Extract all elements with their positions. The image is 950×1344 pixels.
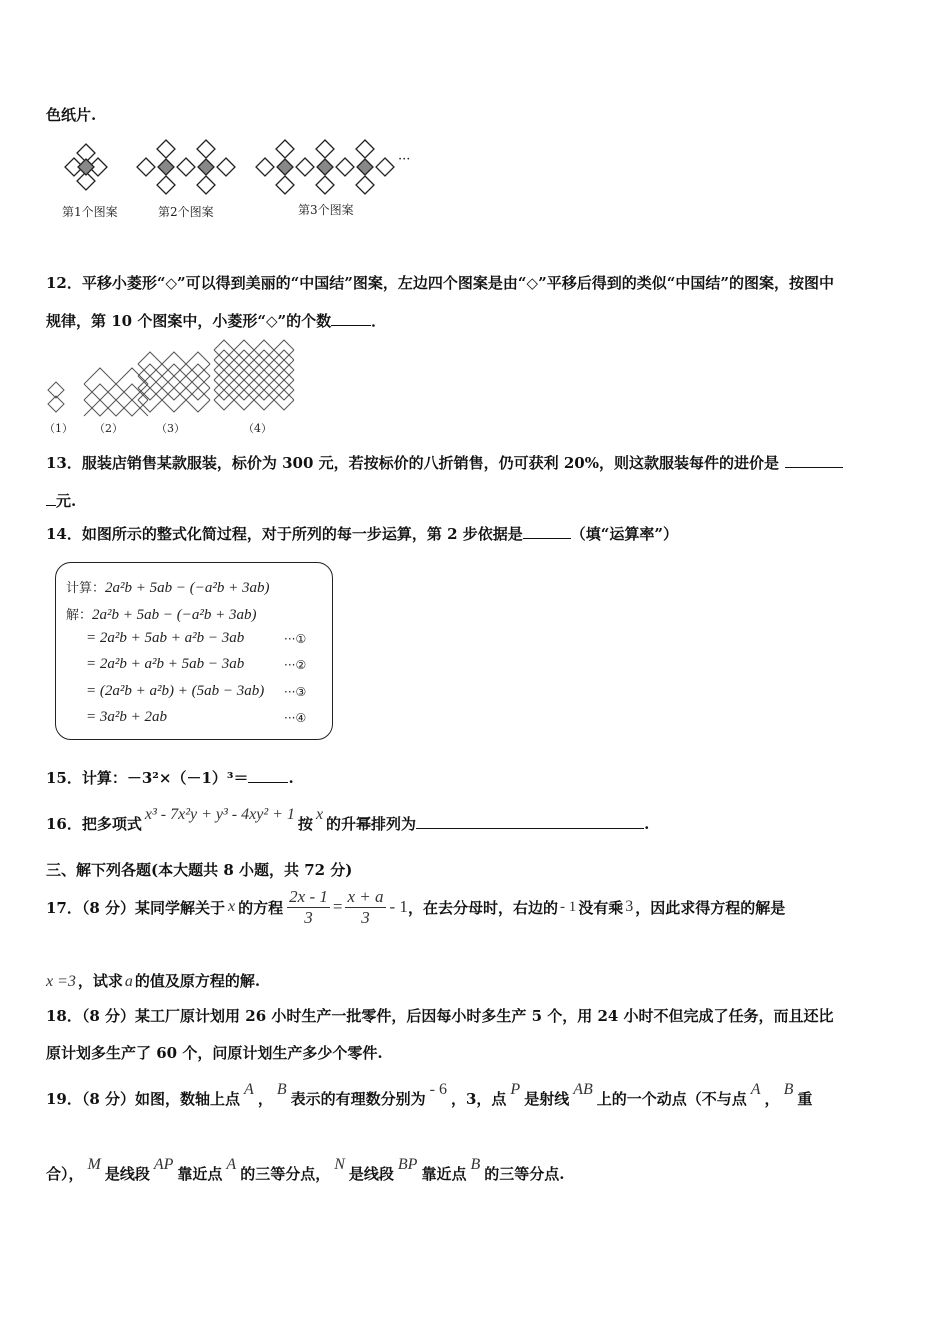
q17-rhs-denominator: 3	[361, 907, 370, 927]
q13-answer-blank-cont[interactable]	[46, 491, 56, 506]
q19-l2-t4: 的三等分点，	[240, 1165, 331, 1183]
q19-l2-t7: 的三等分点.	[484, 1165, 565, 1183]
q17-three: 3	[625, 898, 634, 915]
lattice-label-4: （4）	[243, 422, 272, 435]
q17-text-a: 17．（8 分）某同学解关于	[46, 898, 226, 917]
q13-line2	[46, 490, 76, 511]
q14-text: 14．如图所示的整式化简过程，对于所列的每一步运算，第 2 步依据是	[46, 525, 523, 543]
q15-text: 15．计算：－3²×（－1）³＝	[46, 769, 249, 787]
q19-point-m: M	[87, 1156, 101, 1173]
q17-lhs-fraction	[287, 887, 330, 928]
q17-rhs-numerator: x + a	[347, 886, 384, 906]
q17-var-a: a	[124, 973, 133, 990]
q17-lhs-denominator: 3	[304, 907, 313, 927]
knot-pattern-2	[137, 140, 235, 194]
lattice-label-2: （2）	[94, 422, 123, 435]
q12-line2-end: ．	[371, 312, 387, 330]
q16-answer-blank[interactable]	[416, 814, 644, 829]
q17-var-x: x	[228, 898, 236, 915]
caption-pattern-2: 第2个图案	[158, 205, 214, 219]
knot-pattern-1	[65, 144, 107, 190]
step-3-marker: ···③	[284, 685, 307, 699]
q19-t3: ，3，点	[450, 1090, 507, 1108]
q19-t2: 表示的有理数分别为	[290, 1090, 426, 1108]
calc-row	[66, 577, 270, 597]
q19-t1: 19．（8 分）如图，数轴上点	[46, 1090, 241, 1108]
q12-line1: 12．平移小菱形“◇”可以得到美丽的“中国结”图案，左边四个图案是由“◇”平移后得到的类似“中国结”的图案，按图中	[46, 274, 834, 292]
q19-l2-t6: 靠近点	[421, 1165, 467, 1183]
q19-point-p: P	[510, 1081, 521, 1098]
caption-pattern-3: 第3个图案	[298, 203, 354, 217]
calc-label: 计算：	[66, 581, 106, 596]
q17-lhs-numerator: 2x - 1	[289, 886, 328, 906]
q17-text-d: 没有乘	[578, 898, 624, 917]
section-3-heading: 三、解下列各题(本大题共 8 小题，共 72 分)	[46, 861, 353, 879]
step-3-expression: = (2a²b + a²b) + (5ab − 3ab)	[86, 683, 265, 699]
q17-line2	[46, 970, 260, 991]
q17-text-c: ，在去分母时，右边的	[407, 898, 558, 917]
q16-text-b: 按	[297, 815, 313, 833]
q13-line1-text: 13．服装店销售某款服装，标价为 300 元，若按标价的八折销售，仍可获利 20%，则这款服装每件的进价是	[46, 454, 779, 472]
q18-line1: 18．（8 分）某工厂原计划用 26 小时生产一批零件，后因每小时多生产 5 个，用 24 小时不但完成了任务，而且还比	[46, 1007, 834, 1025]
q16-text-a: 16．把多项式	[46, 815, 142, 833]
q17-solution: x =3	[46, 973, 76, 990]
q17-minus-one: - 1	[389, 897, 408, 916]
q19-ray-ab: AB	[573, 1081, 593, 1098]
solve-row	[66, 604, 257, 624]
lattice-label-3: （3）	[156, 422, 185, 435]
q19-point-a2: A	[750, 1081, 761, 1098]
q19-l2-t3: 靠近点	[177, 1165, 223, 1183]
q19-point-n: N	[334, 1156, 345, 1173]
pattern-ellipsis: ···	[398, 152, 411, 167]
step-4-expression: = 3a²b + 2ab	[86, 709, 167, 725]
step-1-expression: = 2a²b + 5ab + a²b − 3ab	[86, 630, 245, 646]
q12-line2-text: 规律，第 10 个图案中，小菱形“◇”的个数	[46, 312, 332, 330]
diamond-lattice-figure	[44, 338, 299, 420]
q13-answer-blank[interactable]	[785, 453, 843, 468]
q19-l2-t5: 是线段	[348, 1165, 394, 1183]
lattice-3	[138, 352, 210, 412]
fragment-text: 色纸片.	[46, 106, 97, 124]
q14-text-end: （填“运算率”）	[570, 525, 679, 543]
q15-answer-blank[interactable]	[248, 768, 288, 783]
q14-answer-blank[interactable]	[523, 524, 571, 539]
q17-neg-one: - 1	[559, 898, 577, 915]
caption-pattern-1: 第1个图案	[62, 205, 118, 219]
q12-answer-blank[interactable]	[331, 311, 371, 326]
q19-line2	[46, 1156, 565, 1184]
q19-l2-t1: 合），	[46, 1165, 84, 1183]
q16-end: .	[644, 815, 650, 833]
q17-rhs-fraction	[345, 887, 385, 928]
q19-line1	[46, 1081, 813, 1109]
q19-t6: 重	[797, 1090, 813, 1108]
calc-expression: 2a²b + 5ab − (−a²b + 3ab)	[105, 580, 270, 596]
q19-point-a3: A	[226, 1156, 237, 1173]
q19-t5: 上的一个动点（不与点	[596, 1090, 747, 1108]
q17-text-e: ，因此求得方程的解是	[635, 898, 786, 917]
q19-neg-six: - 6	[429, 1081, 447, 1098]
step-4-marker: ···④	[284, 711, 307, 725]
lattice-label-1: （1）	[44, 422, 73, 435]
q19-segment-ap: AP	[153, 1156, 174, 1173]
q17-equals: =	[332, 897, 343, 916]
step-2-expression: = 2a²b + a²b + 5ab − 3ab	[86, 656, 245, 672]
solve-expression: 2a²b + 5ab − (−a²b + 3ab)	[92, 607, 257, 623]
q19-segment-bp: BP	[397, 1156, 418, 1173]
lattice-4	[214, 340, 294, 410]
q12-line2	[46, 310, 386, 331]
q17-text-b: 的方程	[238, 898, 284, 917]
q19-t4: 是射线	[524, 1090, 570, 1108]
q15-end: .	[288, 769, 294, 787]
q15-line	[46, 767, 294, 788]
knot-pattern-3	[256, 140, 394, 194]
q18-line2: 原计划多生产了 60 个，问原计划生产多少个零件.	[46, 1044, 383, 1062]
step-1-marker: ···①	[284, 632, 307, 646]
q16-variable: x	[315, 806, 324, 823]
q13-line1	[46, 452, 843, 473]
solve-label: 解：	[66, 608, 93, 623]
q16-line	[46, 806, 650, 834]
q14-line	[46, 523, 678, 544]
q19-comma1: ，	[257, 1090, 273, 1108]
q16-text-c: 的升幂排列为	[326, 815, 417, 833]
q19-point-b: B	[276, 1081, 287, 1098]
q17-line2-text-b: 的值及原方程的解.	[134, 972, 261, 990]
q17-line1	[46, 882, 785, 932]
q19-point-b3: B	[470, 1156, 481, 1173]
q19-l2-t2: 是线段	[104, 1165, 150, 1183]
q16-polynomial: x³ - 7x²y + y³ - 4xy² + 1	[144, 806, 295, 823]
q17-line2-text-a: ，试求	[77, 972, 123, 990]
q19-point-a: A	[244, 1081, 254, 1098]
step-2-marker: ···②	[284, 658, 307, 672]
q13-line2-text: 元.	[56, 492, 77, 510]
q19-comma2: ，	[764, 1090, 780, 1108]
q19-point-b2: B	[783, 1081, 794, 1098]
lattice-1	[48, 382, 64, 412]
